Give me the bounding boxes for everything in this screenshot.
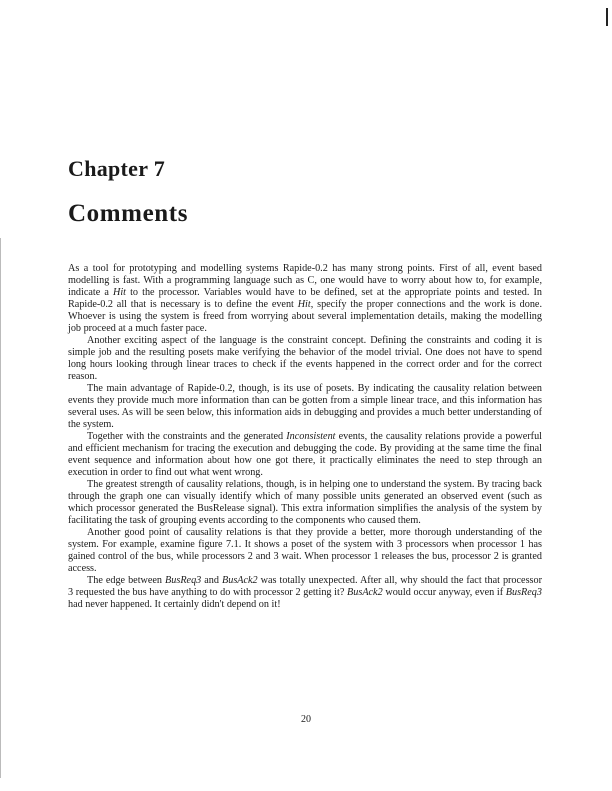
text-run: was totally unexpected. After all, why should the fact that processor 3 requested the bus have anything to do with processor 2 getting it? — [68, 575, 542, 598]
text-run: events, the causality relations provide a powerful and efficient mechanism for tracing the execution and debugging the code. By providing at the same time the final event sequence and information about how one got there, it practically eliminates the need to step through an execution in order to find out what went wrong. — [68, 431, 542, 478]
italic-term: BusReq3 — [165, 575, 202, 586]
text-run: to the processor. Variables would have to be defined, set at the appropriate points and tested. In Rapide-0.2 all that is necessary is to define the event — [68, 287, 543, 310]
text-run: The edge between — [87, 575, 166, 586]
text-run: The main advantage of Rapide-0.2, though, is its use of posets. By indicating the causality relation between events they provide much more information than can be gotten from a simple linear trace, and this information has several uses. As will be seen below, this information aids in debugging and provides a much better understanding of the system. — [68, 383, 542, 430]
italic-term: Hit — [112, 287, 126, 298]
italic-term: BusAck2 — [222, 575, 258, 586]
italic-term: BusReq3 — [505, 587, 542, 598]
paragraph — [68, 335, 542, 383]
scan-edge-line — [0, 238, 1, 778]
paragraph — [68, 527, 542, 575]
text-run: Another good point of causality relations is that they provide a better, more thorough understanding of the system. For example, examine figure 7.1. It shows a poset of the system with 3 processors when processor 1 has gained control of the bus, while processors 2 and 3 wait. When processor 1 releases the bus, processor 2 is granted access. — [68, 527, 542, 574]
paragraph — [68, 575, 542, 611]
text-run: and — [201, 575, 222, 586]
paragraph — [68, 383, 542, 431]
text-run: , specify the proper connections and the work is done. Whoever is using the system is freed from worrying about several implementation details, making the modelling job proceed at a much faster pace. — [68, 299, 542, 334]
text-run: would occur anyway, even if — [382, 587, 506, 598]
text-run: Another exciting aspect of the language is the constraint concept. Defining the constraints and coding it is simple job and the resulting posets make verifying the behavior of the model trivial. One does not have to spend long hours looking through linear traces to check if the events happened in the correct order and for the correct reason. — [68, 335, 542, 382]
text-run: had never happened. It certainly didn't depend on it! — [68, 599, 281, 610]
body-text — [68, 263, 542, 611]
paragraph — [68, 431, 542, 479]
paragraph — [68, 479, 542, 527]
chapter-label: Chapter 7 — [68, 156, 166, 181]
italic-term: BusAck2 — [347, 587, 383, 598]
text-run: The greatest strength of causality relations, though, is in helping one to understand the system. By tracing back through the graph one can visually identify which of many possible units generated an observed event (such as which processor generated the BusRelease signal). This extra information simplifies the analysis of the system by facilitating the task of grouping events according to the components who caused them. — [68, 479, 542, 526]
text-run: Together with the constraints and the generated — [87, 431, 287, 442]
italic-term: Inconsistent — [286, 431, 336, 442]
page-edge-mark — [606, 8, 608, 26]
page-number: 20 — [301, 714, 311, 725]
italic-term: Hit — [297, 299, 311, 310]
text-run: As a tool for prototyping and modelling systems Rapide-0.2 has many strong points. First of all, event based modelling is fast. With a programming language such as C, one would have to worry about how to, for example, indicate a — [68, 263, 542, 298]
chapter-title: Comments — [68, 200, 189, 227]
paragraph — [68, 263, 542, 335]
